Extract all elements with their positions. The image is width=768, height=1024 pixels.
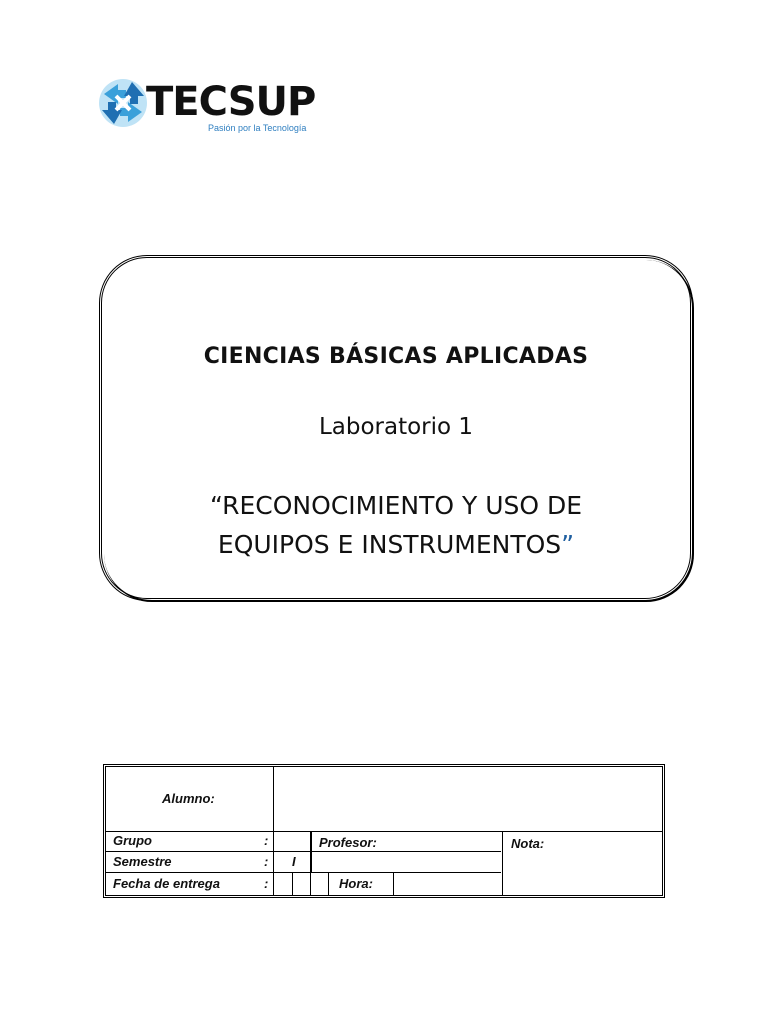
tecsup-arrows-icon bbox=[96, 76, 150, 130]
nota-label: Nota: bbox=[511, 836, 545, 851]
student-info-table bbox=[103, 764, 665, 898]
logo-tagline-end: Tecnología bbox=[262, 123, 307, 133]
alumno-field[interactable] bbox=[274, 767, 662, 831]
grupo-field[interactable] bbox=[274, 832, 310, 851]
col-divider-profesor bbox=[311, 831, 312, 872]
semestre-value: I bbox=[292, 854, 296, 869]
fecha-entrega-colon: : bbox=[264, 876, 269, 891]
lab-number: Laboratorio 1 bbox=[318, 414, 474, 440]
fecha-entrega-label: Fecha de entrega bbox=[113, 876, 220, 891]
nota-field[interactable] bbox=[503, 832, 662, 895]
cover-title-box bbox=[99, 255, 693, 601]
topic-line-2-wrap bbox=[102, 525, 690, 564]
topic-line-1: “RECONOCIMIENTO Y USO DE bbox=[209, 491, 583, 520]
logo-tagline-start: Pasión por la bbox=[208, 123, 263, 133]
logo-tagline bbox=[208, 122, 306, 134]
grupo-colon: : bbox=[264, 833, 269, 848]
profesor-label: Profesor: bbox=[319, 835, 377, 850]
topic-close-quote: ” bbox=[561, 530, 575, 559]
logo-brand-text: TECSUP bbox=[146, 79, 316, 125]
col-divider-date-2 bbox=[328, 872, 329, 895]
course-title: CIENCIAS BÁSICAS APLICADAS bbox=[203, 344, 589, 369]
topic-line-2: EQUIPOS E INSTRUMENTOS bbox=[217, 530, 562, 559]
profesor-field[interactable] bbox=[396, 832, 502, 872]
lab-topic bbox=[102, 486, 690, 564]
semestre-colon: : bbox=[264, 854, 269, 869]
tecsup-logo bbox=[96, 74, 326, 140]
alumno-label: Alumno: bbox=[162, 791, 215, 806]
fecha-entrega-field[interactable] bbox=[274, 873, 328, 895]
semestre-label: Semestre bbox=[113, 854, 172, 869]
grupo-label: Grupo bbox=[113, 833, 152, 848]
hora-field[interactable] bbox=[394, 873, 502, 895]
hora-label: Hora: bbox=[339, 876, 373, 891]
